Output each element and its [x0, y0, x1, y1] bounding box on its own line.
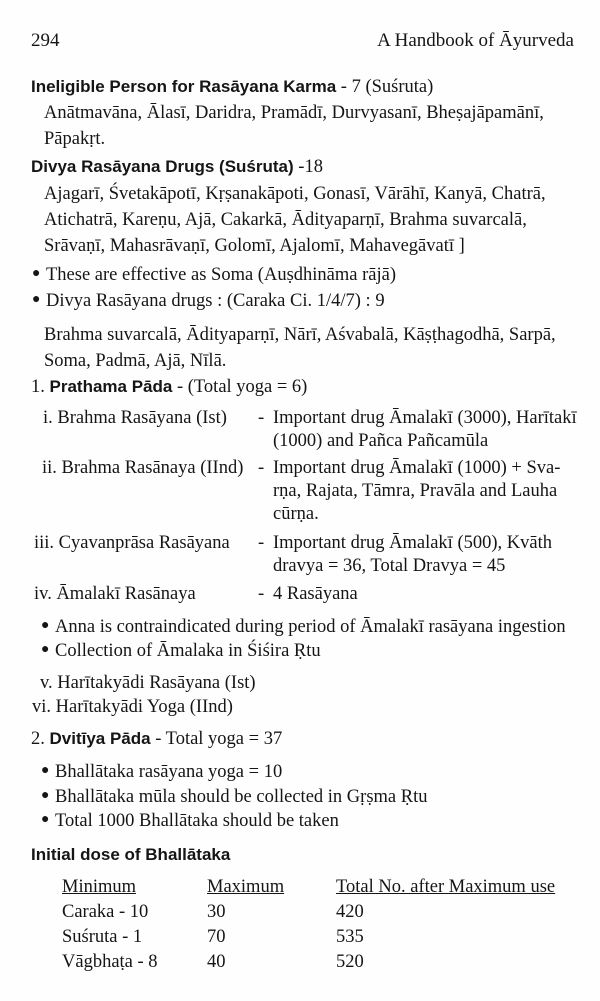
bullet-icon: ● — [41, 788, 50, 803]
yoga-item-label: iii. Cyavanprāsa Rasāyana — [34, 533, 230, 553]
page-number: 294 — [31, 30, 60, 51]
desc-line: rṇa, Rajata, Tāmra, Pravāla and Lauha — [273, 481, 558, 501]
yoga-item-label: vi. Harītakyādi Yoga (IInd) — [32, 697, 233, 717]
text-line: Pāpakṛt. — [44, 129, 106, 149]
yoga-item-desc — [273, 532, 552, 578]
desc-line: Important drug Āmalakī (3000), Harītakī — [273, 408, 577, 428]
yoga-item-label: i. Brahma Rasāyana (Ist) — [43, 408, 227, 428]
bullet-item — [32, 290, 385, 312]
heading-suffix: - (Total yoga = 6) — [176, 377, 308, 397]
bullet-icon: ● — [41, 642, 50, 657]
table-cell: 520 — [336, 952, 364, 972]
yoga-item-dash: - — [258, 584, 265, 604]
text-line: Atichatrā, Kareṇu, Ajā, Cakarkā, Ādityaparṇī, Brahma suvarcalā, — [44, 210, 527, 230]
heading-text: Ineligible Person for Rasāyana Karma — [31, 77, 337, 96]
heading-text: Dvitīya Pāda — [49, 729, 151, 748]
bullet-icon: ● — [32, 266, 41, 281]
table-title — [31, 844, 230, 866]
section-heading-divya — [31, 156, 323, 178]
bullet-text: Divya Rasāyana drugs : (Caraka Ci. 1/4/7) : 9 — [46, 291, 385, 311]
table-cell: Caraka - 10 — [62, 902, 149, 922]
desc-line: dravya = 36, Total Dravya = 45 — [273, 556, 506, 576]
table-cell: Vāgbhaṭa - 8 — [62, 952, 158, 972]
yoga-item-desc — [273, 457, 560, 526]
desc-line: cūrṇa. — [273, 504, 319, 524]
yoga-item-label: v. Harītakyādi Rasāyana (Ist) — [40, 673, 256, 693]
bullet-item — [41, 616, 566, 638]
heading-suffix: - 7 (Suśruta) — [340, 77, 434, 97]
bullet-text: Collection of Āmalaka in Śiśira Ṛtu — [55, 641, 321, 661]
section-heading-dvitiya — [31, 728, 282, 750]
yoga-item-desc — [273, 407, 577, 453]
bullet-icon: ● — [41, 763, 50, 778]
table-cell: 30 — [207, 902, 226, 922]
bullet-item — [41, 640, 321, 662]
text-line: Ajagarī, Śvetakāpotī, Kṛṣanakāpoti, Gonasī, Vārāhī, Kanyā, Chatrā, — [44, 184, 546, 204]
column-header-total: Total No. after Maximum use — [336, 877, 556, 897]
section-heading-ineligible — [31, 76, 433, 98]
bullet-item — [41, 786, 428, 808]
bullet-text: Bhallātaka rasāyana yoga = 10 — [55, 762, 283, 782]
table-cell: 40 — [207, 952, 226, 972]
bullet-icon: ● — [41, 812, 50, 827]
heading-text: Divya Rasāyana Drugs (Suśruta) — [31, 157, 294, 176]
bullet-item — [41, 810, 339, 832]
bullet-text: Total 1000 Bhallātaka should be taken — [55, 811, 339, 831]
heading-text: Prathama Pāda — [49, 377, 173, 396]
yoga-item-label: ii. Brahma Rasānaya (IInd) — [42, 458, 244, 478]
bullet-icon: ● — [32, 292, 41, 307]
heading-text: Initial dose of Bhallātaka — [31, 845, 231, 864]
yoga-item-desc: 4 Rasāyana — [273, 584, 358, 604]
running-header-title: A Handbook of Āyurveda — [377, 30, 574, 51]
text-line: Soma, Padmā, Ajā, Nīlā. — [44, 351, 227, 371]
yoga-item-dash: - — [258, 458, 265, 478]
ineligible-list — [44, 100, 584, 152]
desc-line: (1000) and Pañca Pañcamūla — [273, 431, 489, 451]
yoga-item-dash: - — [258, 408, 265, 428]
divya-list — [44, 181, 584, 259]
bullet-text: Bhallātaka mūla should be collected in Gṛṣma Ṛtu — [55, 787, 428, 807]
column-header-minimum: Minimum — [62, 877, 137, 897]
bullet-text: Anna is contraindicated during period of Āmalakī rasāyana ingestion — [55, 617, 566, 637]
table-cell: 70 — [207, 927, 226, 947]
yoga-item-label: iv. Āmalakī Rasānaya — [34, 584, 196, 604]
column-header-maximum: Maximum — [207, 877, 285, 897]
text-line: Brahma suvarcalā, Ādityaparṇī, Nārī, Aśvabalā, Kāṣṭhagodhā, Sarpā, — [44, 325, 556, 345]
text-line: Anātmavāna, Ālasī, Daridra, Pramādī, Durvyasanī, Bheṣajāpamānī, — [44, 103, 544, 123]
bullet-item — [32, 264, 396, 286]
bullet-item — [41, 761, 283, 783]
heading-suffix: -18 — [298, 157, 323, 177]
desc-line: Important drug Āmalakī (1000) + Sva- — [273, 458, 561, 478]
section-number: 1. — [31, 377, 45, 397]
text-line: Srāvaṇī, Mahasrāvaṇī, Golomī, Ajalomī, Mahavegāvatī ] — [44, 236, 465, 256]
table-cell: Suśruta - 1 — [62, 927, 143, 947]
table-cell: 420 — [336, 902, 364, 922]
section-heading-prathama — [31, 376, 307, 398]
heading-suffix: - Total yoga = 37 — [155, 729, 283, 749]
section-number: 2. — [31, 729, 45, 749]
table-cell: 535 — [336, 927, 364, 947]
bullet-icon: ● — [41, 618, 50, 633]
caraka-drug-list — [44, 322, 584, 374]
desc-line: Important drug Āmalakī (500), Kvāth — [273, 533, 552, 553]
bullet-text: These are effective as Soma (Auṣdhināma rājā) — [46, 265, 396, 285]
yoga-item-dash: - — [258, 533, 265, 553]
